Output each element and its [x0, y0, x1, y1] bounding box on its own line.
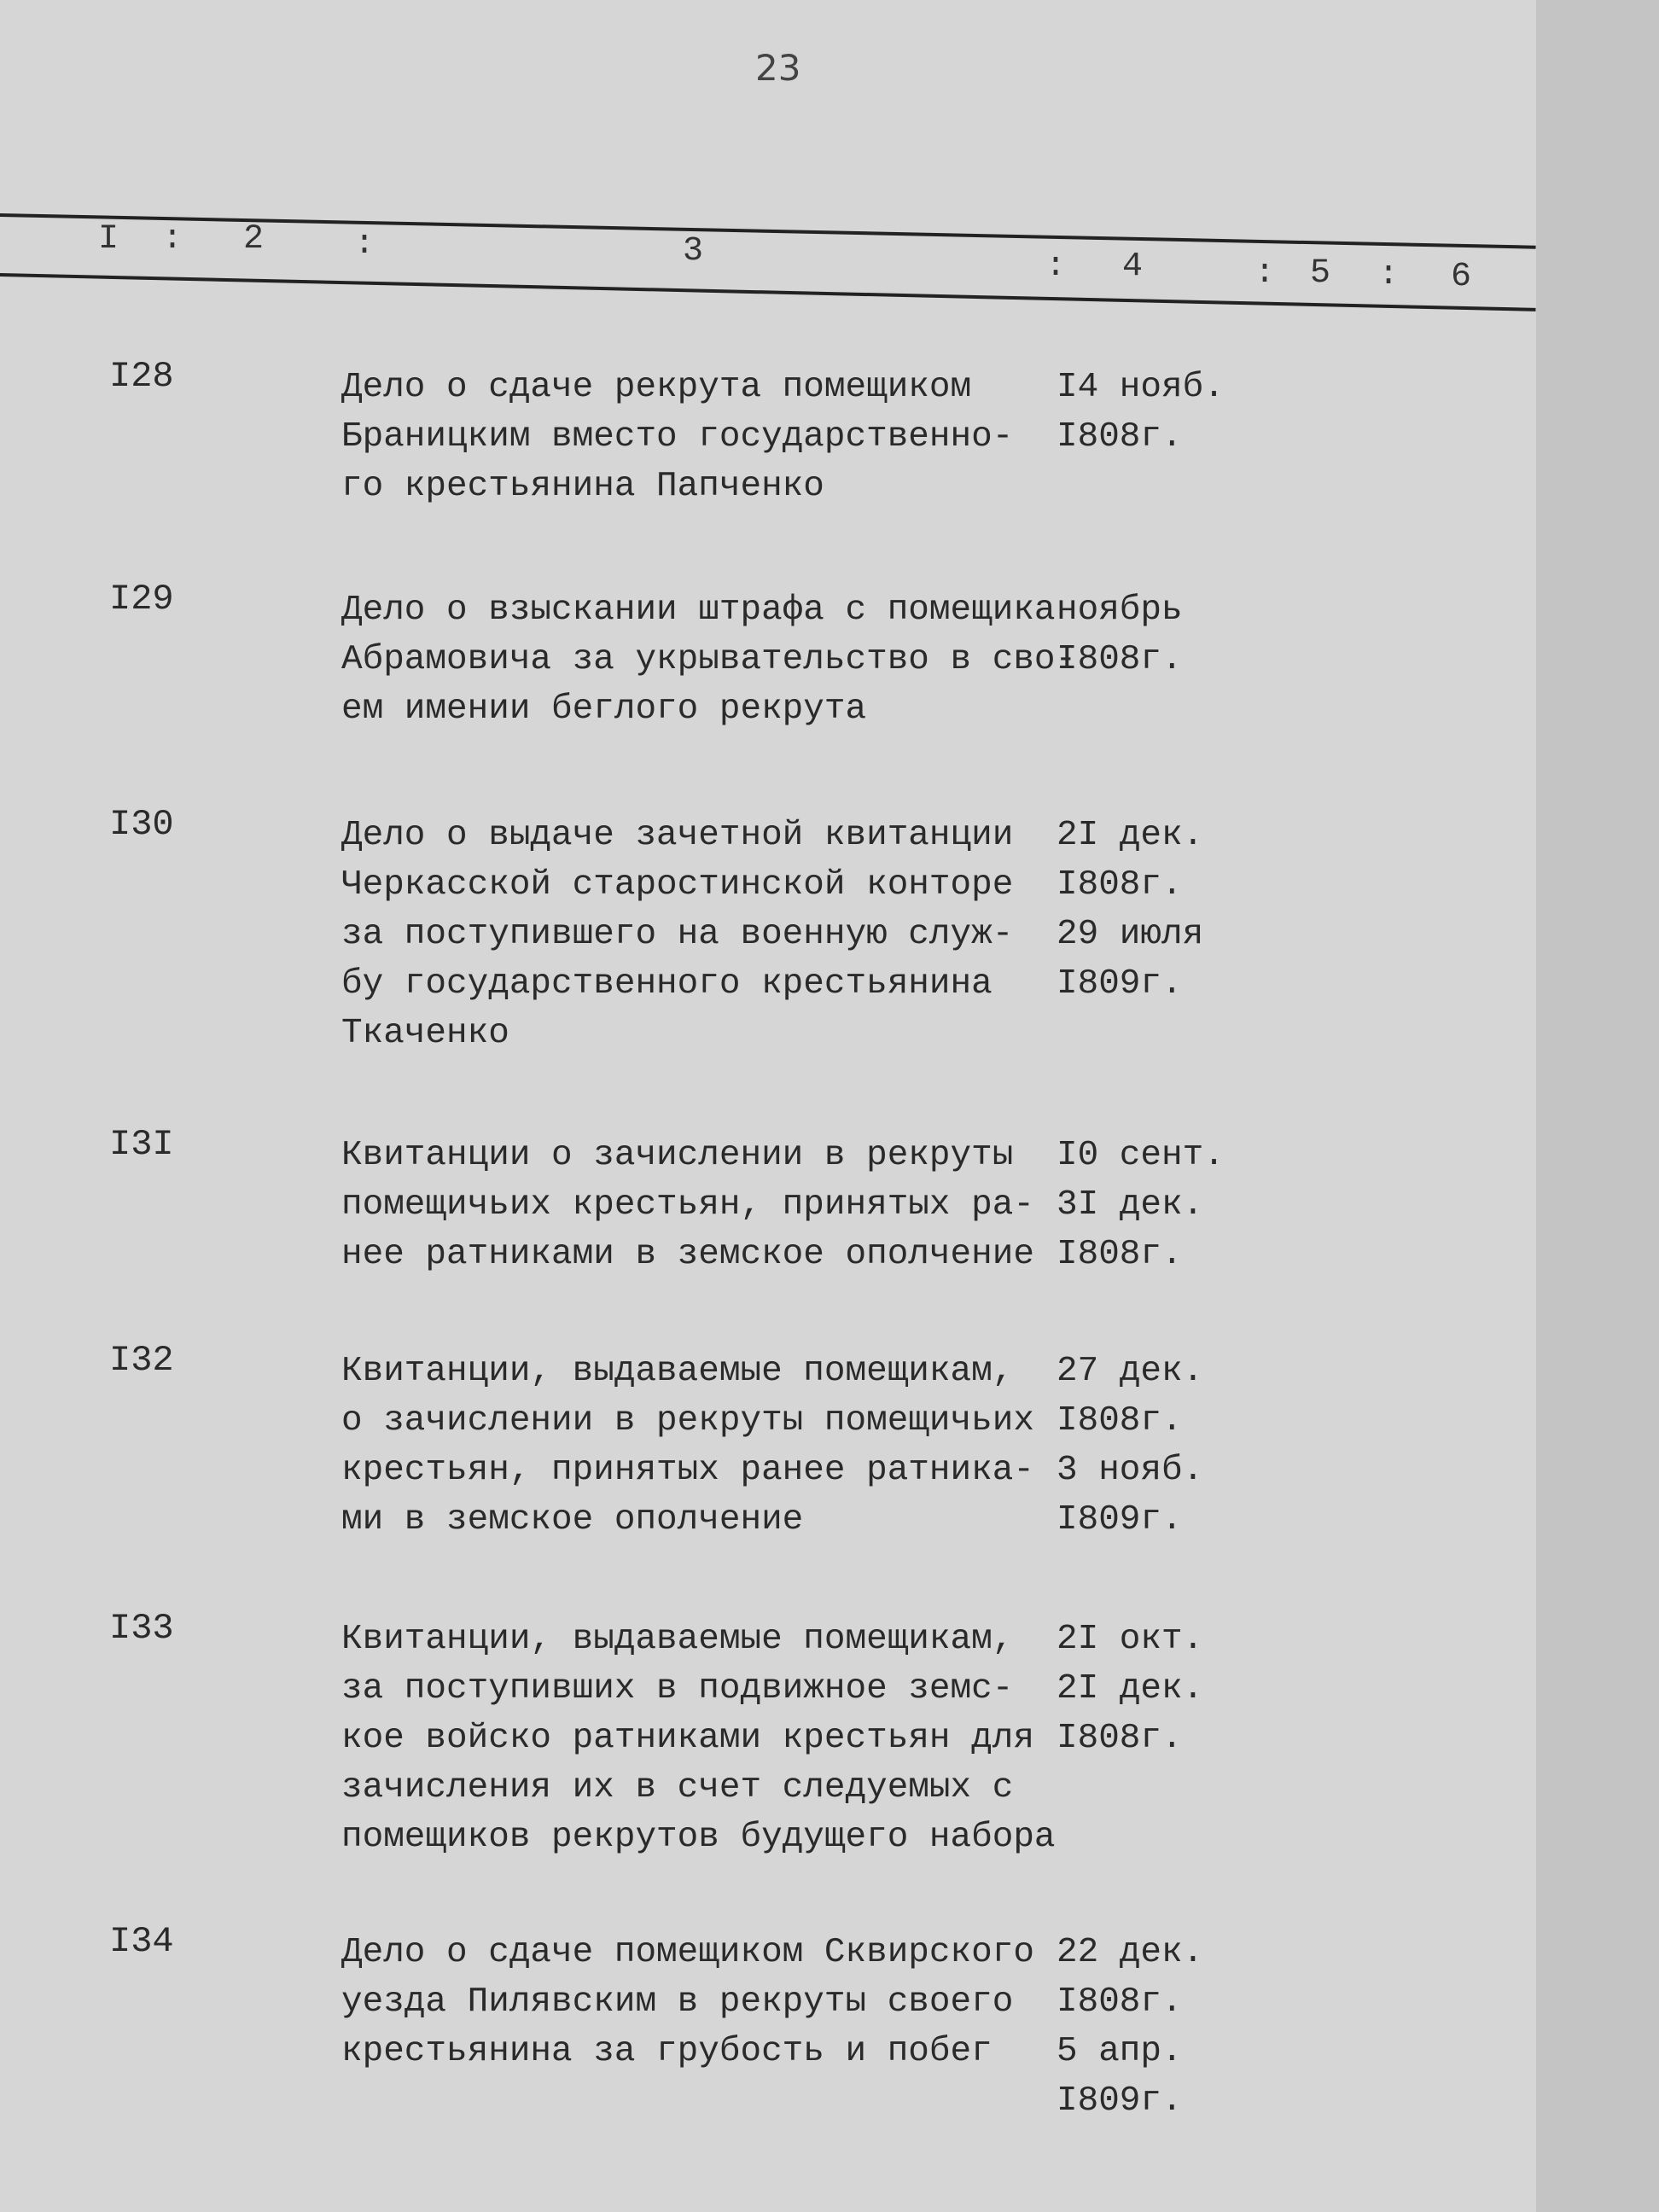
entry-date-line: I808г.: [1057, 1982, 1183, 2022]
entry-date-line: 3 нояб.: [1057, 1451, 1204, 1490]
entry-title-line: Черкасской старостинской конторе: [341, 865, 1014, 905]
entry-title-line: ми в земское ополчение: [341, 1500, 804, 1540]
entry-title-line: кое войско ратниками крестьян для: [341, 1719, 1034, 1758]
entry-title-line: помещиков рекрутов будущего набора: [341, 1818, 1056, 1857]
column-sep: :: [354, 225, 375, 264]
column-sep: :: [1378, 256, 1400, 294]
entry-title-line: Дело о выдаче зачетной квитанции: [341, 816, 1014, 855]
entry-date-line: 2I дек.: [1057, 816, 1204, 855]
column-header-6: 6: [1451, 258, 1472, 296]
entry-date-line: I809г.: [1057, 2081, 1183, 2121]
page-number: 23: [755, 47, 801, 89]
entry-title-line: го крестьянина Папченко: [341, 467, 824, 506]
entry-title: [341, 1347, 1034, 1545]
entry-title-line: крестьянина за грубость и побег: [341, 2032, 992, 2071]
entry-date-line: I808г.: [1057, 1401, 1183, 1441]
entry-title: [341, 363, 1013, 511]
column-sep: :: [1045, 247, 1067, 286]
entry-date-line: 5 апр.: [1057, 2032, 1183, 2071]
entry-dates: [1057, 811, 1203, 1009]
entry-title: [341, 1131, 1034, 1279]
entry-title-line: Квитанции, выдаваемые помещикам,: [341, 1352, 1014, 1391]
entry-number: I33: [109, 1608, 174, 1649]
entry-title-line: Дело о сдаче помещиком Сквирского: [341, 1933, 1034, 1972]
column-header-4: 4: [1122, 247, 1144, 286]
column-sep: :: [162, 220, 183, 259]
entry-title: [341, 585, 1076, 734]
entry-title: [341, 1928, 1034, 2076]
entry-number: I32: [109, 1340, 174, 1381]
entry-number: I34: [109, 1921, 174, 1962]
entry-title-line: Дело о сдаче рекрута помещиком: [341, 368, 972, 407]
entry-date-line: I809г.: [1057, 964, 1183, 1004]
entry-title-line: Абрамовича за укрывательство в сво-: [341, 640, 1077, 679]
entry-title: [341, 811, 1013, 1058]
entry-date-line: 2I дек.: [1057, 1669, 1204, 1708]
entry-dates: [1057, 363, 1225, 462]
entry-dates: [1057, 585, 1183, 684]
entry-date-line: I0 сент.: [1057, 1136, 1225, 1175]
entry-title-line: бу государственного крестьянина: [341, 964, 992, 1004]
entry-date-line: I808г.: [1057, 417, 1183, 457]
entry-title-line: Дело о взыскании штрафа с помещика: [341, 591, 1056, 630]
entry-date-line: 3I дек.: [1057, 1185, 1204, 1225]
entry-date-line: 29 июля: [1057, 915, 1204, 954]
entry-date-line: I808г.: [1057, 1719, 1183, 1758]
entry-dates: [1057, 1928, 1203, 2126]
entry-date-line: I4 нояб.: [1057, 368, 1225, 407]
entry-dates: [1057, 1131, 1225, 1279]
entry-number: I30: [109, 804, 174, 845]
entry-title-line: помещичьих крестьян, принятых ра-: [341, 1185, 1034, 1225]
column-header-1: I: [98, 220, 119, 259]
column-sep: :: [1254, 254, 1276, 293]
entry-date-line: I808г.: [1057, 1235, 1183, 1274]
entry-title-line: за поступившего на военную служ-: [341, 915, 1014, 954]
entry-title-line: ем имении беглого рекрута: [341, 690, 867, 729]
entry-date-line: I808г.: [1057, 865, 1183, 905]
entry-number: I29: [109, 579, 174, 620]
entry-date-line: 22 дек.: [1057, 1933, 1204, 1972]
entry-date-line: I809г.: [1057, 1500, 1183, 1540]
entry-title-line: за поступивших в подвижное земс-: [341, 1669, 1014, 1708]
entry-title-line: уезда Пилявским в рекруты своего: [341, 1982, 1014, 2022]
entry-date-line: 27 дек.: [1057, 1352, 1204, 1391]
entry-date-line: 2I окт.: [1057, 1620, 1204, 1659]
entry-number: I28: [109, 356, 174, 397]
entry-title-line: нее ратниками в земское ополчение: [341, 1235, 1034, 1274]
entry-date-line: ноябрь: [1057, 591, 1183, 630]
entry-dates: [1057, 1615, 1203, 1763]
column-header-3: 3: [683, 232, 704, 271]
entry-dates: [1057, 1347, 1203, 1545]
entry-title-line: Ткаченко: [341, 1014, 509, 1053]
column-header-2: 2: [243, 220, 265, 259]
entry-title-line: о зачислении в рекруты помещичьих: [341, 1401, 1034, 1441]
entry-title: [341, 1615, 1056, 1862]
entry-title-line: Квитанции о зачислении в рекруты: [341, 1136, 1014, 1175]
entry-title-line: Квитанции, выдаваемые помещикам,: [341, 1620, 1014, 1659]
page-edge: [1536, 0, 1659, 2212]
entry-title-line: Браницким вместо государственно-: [341, 417, 1014, 457]
column-header-5: 5: [1310, 254, 1331, 293]
entry-number: I3I: [109, 1124, 174, 1165]
entry-title-line: крестьян, принятых ранее ратника-: [341, 1451, 1034, 1490]
entry-title-line: зачисления их в счет следуемых с: [341, 1768, 1014, 1807]
entry-date-line: I808г.: [1057, 640, 1183, 679]
